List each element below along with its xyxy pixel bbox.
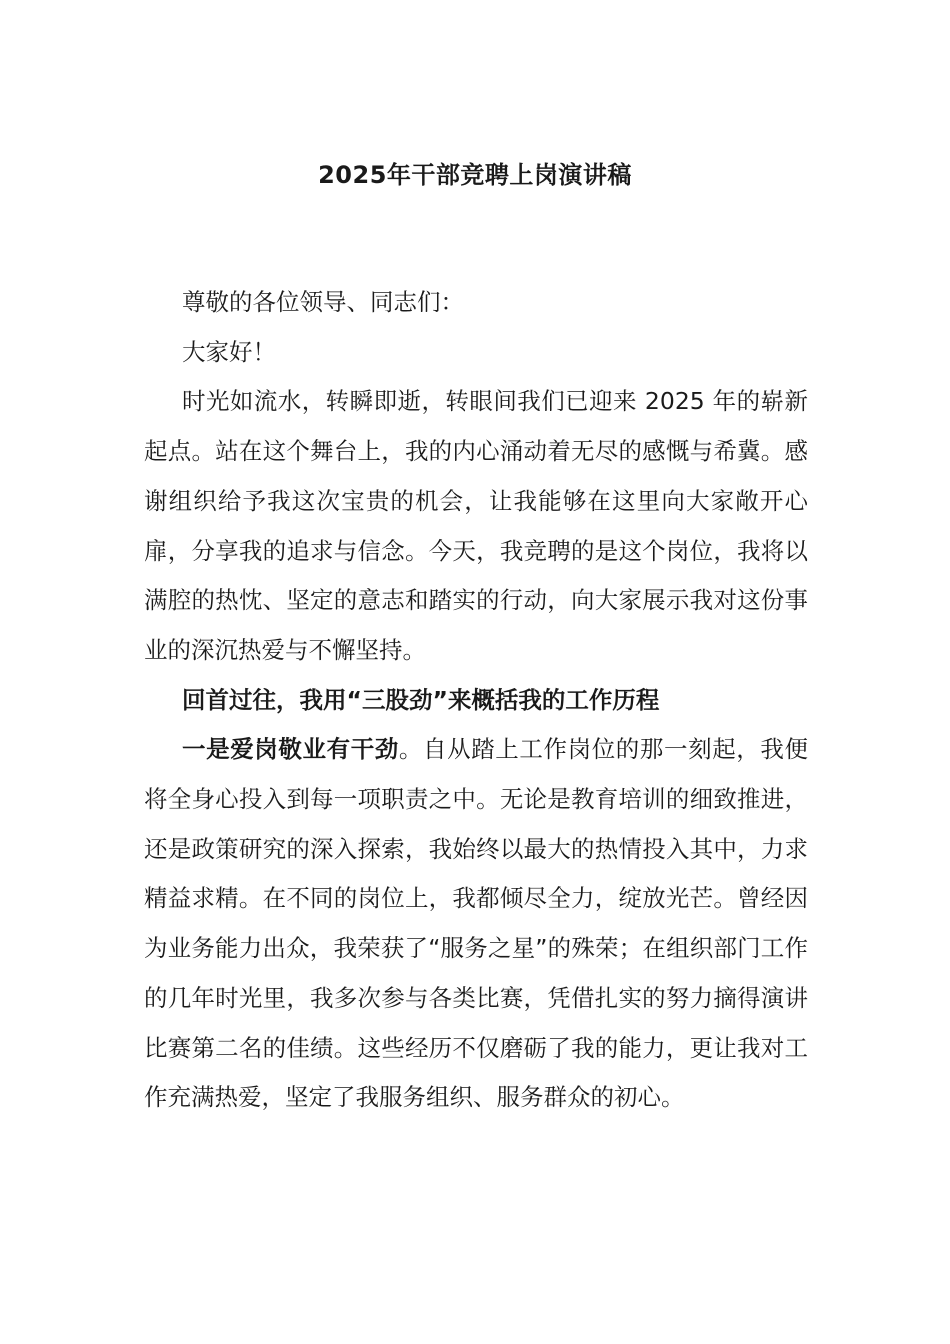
point-lead: 一是爱岗敬业有干劲 [182, 735, 399, 764]
salutation: 尊敬的各位领导、同志们： [182, 288, 464, 316]
point-text: 。自从踏上工作岗位的那一刻起，我便将全身心投入到每一项职责之中。无论是教育培训的细致推进，还是政策研究的深入探索，我始终以最大的热情投入其中，力求精益求精。在不同的岗位上，我都倾尽全力，绽放光芒。曾经因为业务能力出众，我荣获了“服务之星”的殊荣；在组织部门工作的几年时光里，我多次参与各类比赛，凭借扎实的努力摘得演讲比赛第二名的佳绩。这些经历不仅磨砺了我的能力，更让我对工作充满热爱，坚定了我服务组织、服务群众的初心。 [144, 735, 809, 1112]
document-title: 2025年干部竞聘上岗演讲稿 [318, 161, 632, 189]
paragraph: 时光如流水，转瞬即逝，转眼间我们已迎来 2025 年的崭新起点。站在这个舞台上，我的内心涌动着无尽的感慨与希冀。感谢组织给予我这次宝贵的机会，让我能够在这里向大家敞开心扉，分享我的追求与信念。今天，我竞聘的是这个岗位，我将以满腔的热忱、坚定的意志和踏实的行动，向大家展示我对这份事业的深沉热爱与不懈坚持。 [144, 387, 808, 664]
paragraph [144, 725, 808, 1123]
greeting: 大家好！ [182, 337, 276, 366]
section-heading: 回首过往，我用“三股劲”来概括我的工作历程 [182, 685, 660, 714]
document-body [144, 278, 808, 1123]
